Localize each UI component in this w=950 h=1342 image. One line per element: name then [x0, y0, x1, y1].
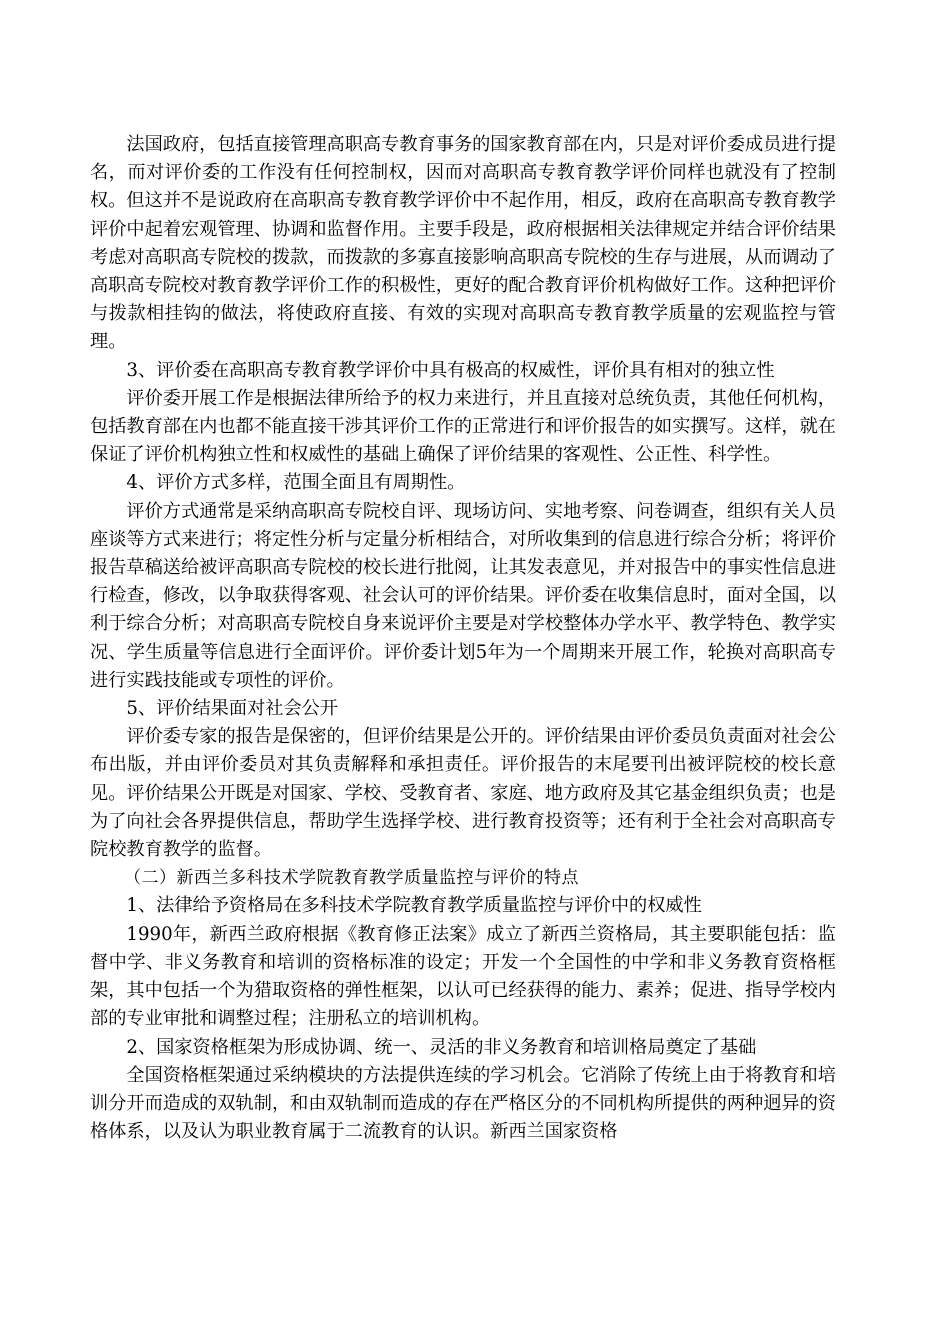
paragraph-results-public: 评价委专家的报告是保密的，但评价结果是公开的。评价结果由评价委员负责面对社会公布出版，并由评价委员对其负责解释和承担责任。评价报告的末尾要刊出被评院校的校长意见。评价结果公开既是对国家、学校、受教育者、家庭、地方政府及其它基金组织负责；也是为了向社会各界提供信息，帮助学生选择学校、进行教育投资等；还有利于全社会对高职高专院校教育教学的监督。	[90, 726, 836, 861]
subheading-results-public: 5、评价结果面对社会公开	[126, 698, 339, 720]
subheading-qualifications-authority: 1、法律给予资格局在多科技术学院教育教学质量监控与评价中的权威性	[126, 895, 702, 917]
paragraph-evaluation-methods: 评价方式通常是采纳高职高专院校自评、现场访问、实地考察、问卷调查，组织有关人员座谈等方式来进行；将定性分析与定量分析相结合，对所收集到的信息进行综合分析；将评价报告草稿送给被评高职高专院校的校长进行批阅，让其发表意见，并对报告中的事实性信息进行检查，修改，以争取获得客观、社会认可的评价结果。评价委在收集信息时，面对全国，以利于综合分析；对高职高专院校自身来说评价主要是对学校整体办学水平、教学特色、教学实况、学生质量等信息进行全面评价。评价委计划5年为一个周期来开展工作，轮换对高职高专进行实践技能或专项性的评价。	[90, 500, 836, 691]
document-body	[90, 131, 836, 1146]
paragraph-qualifications-authority: 1990年，新西兰政府根据《教育修正法案》成立了新西兰资格局，其主要职能包括：监督中学、非义务教育和培训的资格标准的设定；开发一个全国性的中学和非义务教育资格框架，其中包括一个为猎取资格的弹性框架，以认可已经获得的能力、素养；促进、指导学校内部的专业审批和调整过程；注册私立的培训机构。	[90, 923, 836, 1030]
paragraph-france-government: 法国政府，包括直接管理高职高专教育事务的国家教育部在内，只是对评价委成员进行提名，而对评价委的工作没有任何控制权，因而对高职高专教育教学评价同样也就没有了控制权。但这并不是说政府在高职高专教育教学评价中不起作用，相反，政府在高职高专教育教学评价中起着宏观管理、协调和监督作用。主要手段是，政府根据相关法律规定并结合评价结果考虑对高职高专院校的拨款，而拨款的多寡直接影响高职高专院校的生存与进展，从而调动了高职高专院校对教育教学评价工作的积极性，更好的配合教育评价机构做好工作。这种把评价与拨款相挂钩的做法，将使政府直接、有效的实现对高职高专教育教学质量的宏观监控与管理。	[90, 134, 836, 353]
section-heading-new-zealand: （二）新西兰多科技术学院教育教学质量监控与评价的特点	[124, 868, 579, 889]
subheading-evaluation-methods: 4、评价方式多样，范围全面且有周期性。	[126, 472, 466, 494]
subheading-qualifications-framework: 2、国家资格框架为形成协调、统一、灵活的非义务教育和培训格局奠定了基础	[126, 1036, 757, 1058]
subheading-authority-independence: 3、评价委在高职高专教育教学评价中具有极高的权威性，评价具有相对的独立性	[126, 359, 775, 381]
paragraph-committee-work: 评价委开展工作是根据法律所给予的权力来进行，并且直接对总统负责，其他任何机构，包括教育部在内也都不能直接干涉其评价工作的正常进行和评价报告的如实撰写。这样，就在保证了评价机构独立性和权威性的基础上确保了评价结果的客观性、公正性、科学性。	[90, 387, 836, 466]
paragraph-qualifications-framework: 全国资格框架通过采纳模块的方法提供连续的学习机会。它消除了传统上由于将教育和培训分开而造成的双轨制，和由双轨制而造成的存在严格区分的不同机构所提供的两种迥异的资格体系，以及认为职业教育属于二流教育的认识。新西兰国家资格	[90, 1064, 836, 1143]
